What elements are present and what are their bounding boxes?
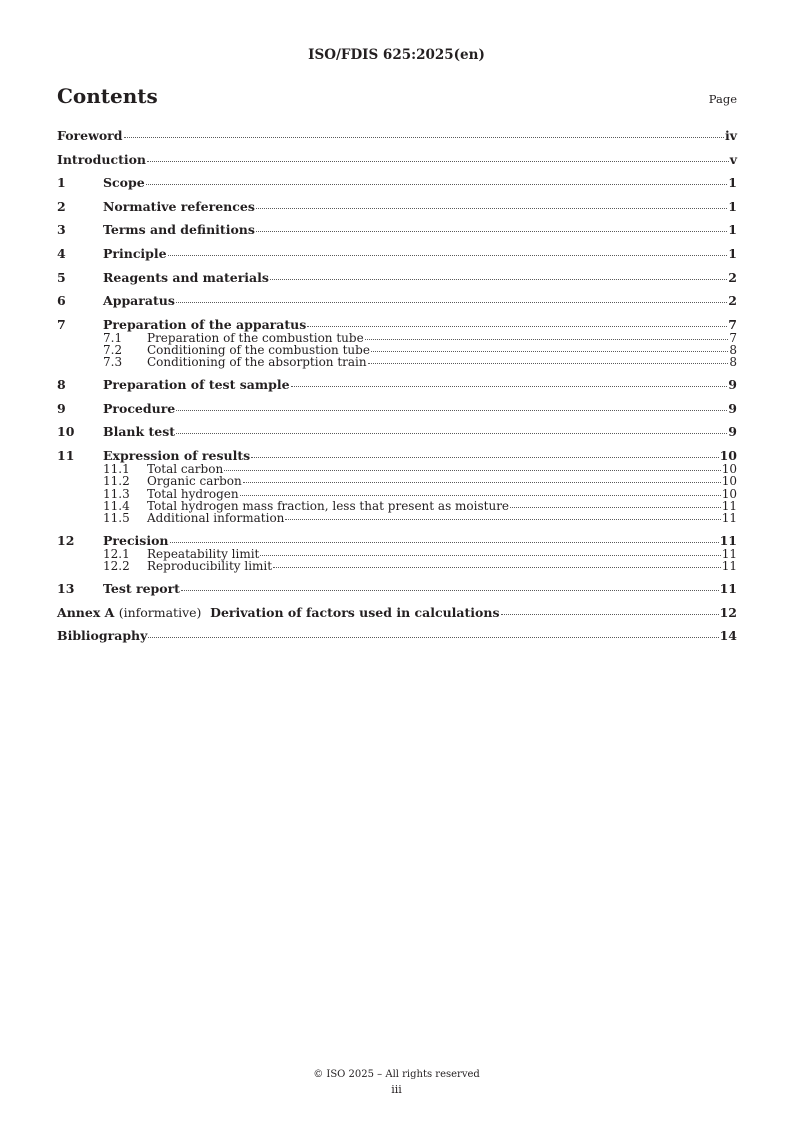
- toc-entry-label: Organic carbon: [147, 474, 242, 489]
- toc-entry[interactable]: [57, 317, 737, 332]
- dot-leader: [256, 208, 727, 209]
- toc-entry-label: Total carbon: [147, 462, 224, 477]
- toc-entry-label: Preparation of the combustion tube: [147, 330, 364, 345]
- dot-leader: [176, 302, 727, 303]
- toc-entry-number: 12: [57, 533, 75, 549]
- toc-entry-page: 11: [721, 559, 737, 574]
- toc-entry[interactable]: [57, 377, 737, 392]
- page-footer: [0, 1067, 793, 1097]
- toc-entry-number: 11.4: [103, 498, 130, 513]
- page-column-label: Page: [708, 92, 737, 106]
- dot-leader: [285, 519, 720, 520]
- dot-leader: [181, 590, 719, 591]
- toc-entry-page: 2: [728, 293, 737, 309]
- toc-entry-number: 5: [57, 269, 66, 285]
- toc-entry[interactable]: [57, 199, 737, 214]
- toc-entry-page: 7: [728, 316, 737, 332]
- toc-entry[interactable]: [57, 475, 737, 487]
- toc-entry-page: 8: [729, 343, 737, 358]
- toc-entry[interactable]: [57, 293, 737, 308]
- toc-entry-page: 14: [719, 628, 737, 644]
- dot-leader: [307, 326, 727, 327]
- dot-leader: [365, 339, 729, 340]
- toc-entry[interactable]: [57, 448, 737, 463]
- dot-leader: [148, 637, 718, 638]
- toc-entry-page: 1: [728, 222, 737, 238]
- toc-entry-label: Normative references: [103, 198, 255, 214]
- dot-leader: [168, 255, 728, 256]
- toc-entry-number: 10: [57, 424, 75, 440]
- dot-leader: [176, 410, 727, 411]
- toc-entry-number: 2: [57, 198, 66, 214]
- toc-entry-label: Reagents and materials: [103, 269, 269, 285]
- dot-leader: [170, 542, 719, 543]
- toc-entry-number: 8: [57, 377, 66, 393]
- toc-entry-number: 7.1: [103, 330, 123, 345]
- toc-entry-page: 1: [728, 245, 737, 261]
- dot-leader: [368, 363, 729, 364]
- toc-entry-label: Expression of results: [103, 448, 251, 464]
- toc-entry[interactable]: [57, 175, 737, 190]
- toc-entry-page: 9: [728, 424, 737, 440]
- toc-entry[interactable]: [57, 533, 737, 548]
- toc-entry[interactable]: [57, 152, 737, 167]
- dot-leader: [146, 184, 728, 185]
- dot-leader: [147, 161, 729, 162]
- toc-entry-page: 10: [721, 474, 737, 489]
- toc-entry-label: Total hydrogen mass fraction, less that present as moisture: [147, 498, 510, 513]
- toc-entry-page: 11: [721, 547, 737, 562]
- toc-entry-number: 9: [57, 400, 66, 416]
- toc-entry-label: Bibliography: [57, 628, 148, 644]
- toc-entry-label: Precision: [103, 533, 169, 549]
- toc-entry-page: v: [729, 151, 737, 167]
- toc-entry-number: 12.2: [103, 559, 130, 574]
- toc-entry-page: 10: [721, 486, 737, 501]
- toc-entry-number: 11.2: [103, 474, 130, 489]
- toc-entry-number: 7: [57, 316, 66, 332]
- toc-entry-label: Scope: [103, 175, 145, 191]
- toc-entry-page: 9: [728, 377, 737, 393]
- contents-title-row: [57, 84, 737, 114]
- dot-leader: [243, 482, 721, 483]
- dot-leader: [240, 495, 721, 496]
- toc-entry-number: 6: [57, 293, 66, 309]
- toc-entry-page: 11: [721, 511, 737, 526]
- dot-leader: [273, 567, 721, 568]
- dot-leader: [270, 279, 727, 280]
- toc-entry-page: 2: [728, 269, 737, 285]
- toc-entry-label: Blank test: [103, 424, 176, 440]
- toc-entry-label: Foreword: [57, 128, 123, 143]
- toc-entry[interactable]: [57, 128, 737, 143]
- toc-entry[interactable]: [57, 581, 737, 596]
- toc-entry-page: 7: [729, 330, 737, 345]
- toc-entry-page: 10: [719, 448, 737, 464]
- dot-leader: [501, 614, 719, 615]
- toc-entry-label: Additional information: [147, 511, 285, 526]
- contents-title: Contents: [57, 84, 158, 108]
- toc-entry-page: 9: [728, 400, 737, 416]
- toc-entry-number: 11: [57, 448, 75, 464]
- dot-leader: [251, 457, 718, 458]
- toc-entry-label: Reproducibility limit: [147, 559, 273, 574]
- toc-entry-label: Conditioning of the absorption train: [147, 355, 367, 370]
- toc-entry-page: 1: [728, 198, 737, 214]
- toc-entry-page: 8: [729, 355, 737, 370]
- toc-entry[interactable]: [57, 560, 737, 572]
- toc-entry[interactable]: [57, 424, 737, 439]
- toc-entry-label: Introduction: [57, 151, 147, 167]
- dot-leader: [371, 351, 728, 352]
- toc-entry-page: iv: [724, 128, 737, 143]
- toc-entry-label: Total hydrogen: [147, 486, 239, 501]
- toc-entry[interactable]: [57, 401, 737, 416]
- toc-entry-number: 11.3: [103, 486, 130, 501]
- toc-entry-page: 12: [719, 604, 737, 620]
- toc-entry[interactable]: [57, 356, 737, 368]
- page-number: iii: [391, 1083, 402, 1096]
- toc-entry-label: Apparatus: [103, 293, 175, 309]
- toc-entry-label: Preparation of the apparatus: [103, 316, 307, 332]
- toc-entry-number: 4: [57, 245, 66, 261]
- toc-entry-label: Conditioning of the combustion tube: [147, 343, 370, 358]
- toc-entry-number: 1: [57, 175, 66, 191]
- toc-entry[interactable]: [57, 270, 737, 285]
- toc-entry[interactable]: [57, 605, 737, 620]
- toc-entry-page: 11: [719, 533, 737, 549]
- dot-leader: [124, 137, 724, 138]
- dot-leader: [291, 386, 728, 387]
- toc-entry[interactable]: [57, 246, 737, 261]
- toc-entry-number: 11.1: [103, 462, 130, 477]
- toc-entry[interactable]: [57, 512, 737, 524]
- dot-leader: [176, 433, 727, 434]
- toc-entry-label: Test report: [103, 581, 180, 597]
- dot-leader: [224, 470, 721, 471]
- table-of-contents: [57, 128, 737, 643]
- copyright-notice: © ISO 2025 – All rights reserved: [313, 1069, 480, 1080]
- toc-entry-number: 13: [57, 581, 75, 597]
- toc-entry-label: Repeatability limit: [147, 547, 260, 562]
- document-header: ISO/FDIS 625:2025(en): [308, 47, 485, 63]
- toc-entry-label: Terms and definitions: [103, 222, 255, 238]
- toc-entry-label: Derivation of factors used in calculations: [210, 604, 500, 620]
- toc-entry-page: 1: [728, 175, 737, 191]
- toc-entry-number: 3: [57, 222, 66, 238]
- toc-entry-number: 7.2: [103, 343, 123, 358]
- toc-entry-page: 11: [721, 498, 737, 513]
- dot-leader: [510, 507, 721, 508]
- toc-entry-label: Principle: [103, 245, 167, 261]
- toc-entry-page: 11: [719, 581, 737, 597]
- toc-entry[interactable]: [57, 628, 737, 643]
- dot-leader: [260, 555, 720, 556]
- toc-entry-label: Preparation of test sample: [103, 377, 290, 393]
- toc-entry-annex: Annex A: [57, 604, 115, 620]
- toc-entry-number: 12.1: [103, 547, 130, 562]
- toc-entry-annex-note: (informative): [118, 604, 202, 620]
- toc-entry-number: 7.3: [103, 355, 123, 370]
- toc-entry[interactable]: [57, 222, 737, 237]
- dot-leader: [256, 231, 727, 232]
- toc-entry-page: 10: [721, 462, 737, 477]
- toc-entry-number: 11.5: [103, 511, 130, 526]
- toc-entry-label: Procedure: [103, 400, 176, 416]
